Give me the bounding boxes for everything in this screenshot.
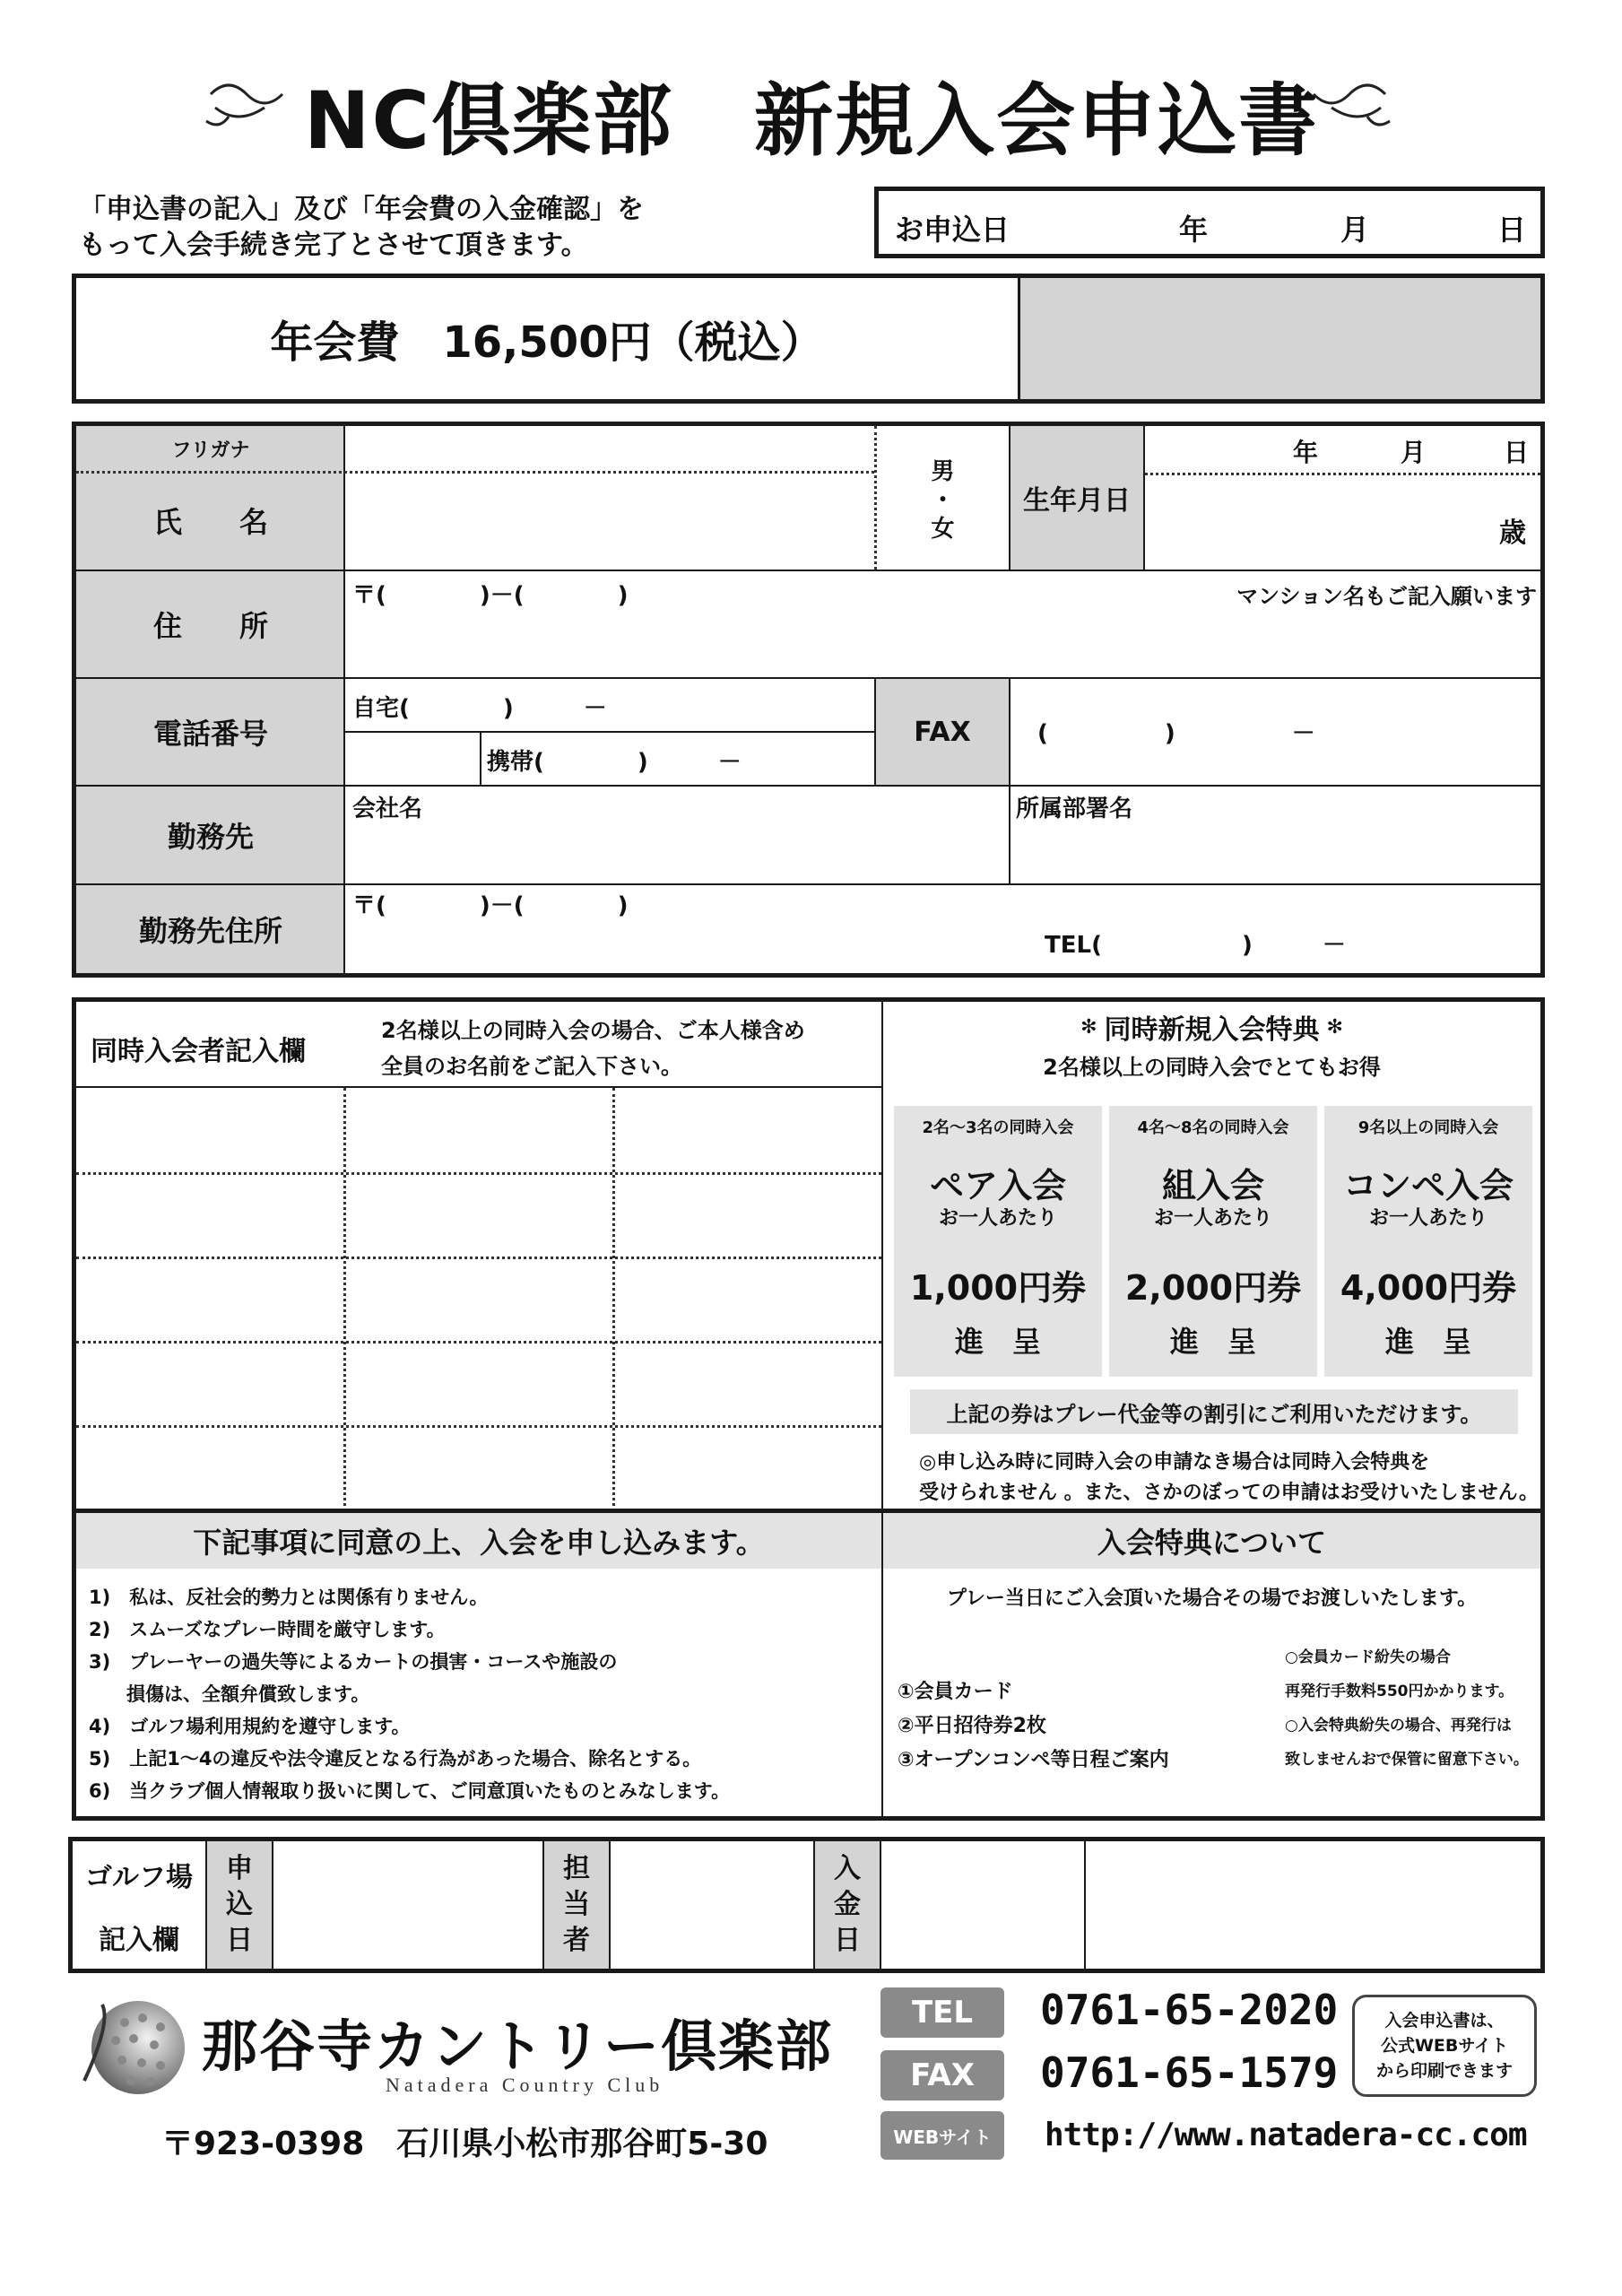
member-benefit-item-3: ③オープンコンペ等日程ご案内 (898, 1749, 1169, 1771)
sex-male[interactable]: 男 (931, 458, 955, 485)
office-label-1: ゴルフ場 (85, 1862, 193, 1893)
birthdate-label: 生年月日 (1010, 426, 1143, 570)
birth-day-label: 日 (1504, 438, 1530, 467)
birthdate-input[interactable] (1145, 426, 1540, 473)
name-label: 氏 名 (152, 505, 268, 539)
sex-dot: ・ (931, 487, 955, 514)
name-input[interactable] (345, 473, 874, 570)
club-name: 那谷寺カントリー倶楽部 (202, 2013, 834, 2079)
sparkle-left-icon: ✻ (1080, 1015, 1097, 1039)
benefits-caution-1: ◎申し込み時に同時入会の申請なき場合は同時入会特典を (919, 1451, 1430, 1474)
fax-badge: FAX (880, 2050, 1004, 2100)
applicant-form (72, 422, 1545, 978)
phone-label: 電話番号 (152, 717, 268, 751)
work-address-label: 勤務先住所 (138, 914, 282, 948)
fax-input[interactable] (1010, 679, 1540, 785)
plan-compe-range: 9名以上の同時入会 (1357, 1118, 1499, 1137)
golf-ball-logo-icon (75, 1996, 192, 2099)
furigana-label: フリガナ (171, 439, 250, 462)
furigana-input[interactable] (345, 426, 874, 471)
birth-month-label: 月 (1401, 438, 1427, 467)
work-address-input[interactable] (345, 885, 1540, 973)
ornament-left-icon (202, 76, 291, 139)
department-label: 所属部署名 (1016, 796, 1133, 822)
application-year-label: 年 (1179, 213, 1209, 247)
annual-fee-stamp-area (1018, 278, 1540, 399)
plan-group-range: 4名～8名の同時入会 (1137, 1118, 1289, 1137)
age-input[interactable] (1145, 474, 1540, 570)
company-label: 会社名 (352, 796, 423, 822)
agreement-title: 下記事項に同意の上、入会を申し込みます。 (76, 1513, 881, 1569)
home-phone-label: 自宅( ) － (352, 695, 607, 722)
office-use-box (68, 1837, 1545, 1973)
fax-label: FAX (876, 679, 1009, 785)
sparkle-right-icon: ✻ (1326, 1015, 1343, 1039)
agreement-item-2: 2) スムーズなプレー時間を厳守します。 (89, 1619, 446, 1640)
mansion-note: マンション名もご記入願います (1236, 584, 1537, 609)
member-benefit-item-2: ②平日招待券2枚 (898, 1715, 1046, 1737)
sex-selector[interactable] (877, 426, 1009, 570)
application-date-box[interactable] (874, 187, 1545, 258)
notice-line-2: もって入会手続き完了とさせて頂きます。 (79, 230, 588, 261)
companion-grid[interactable] (76, 1088, 881, 1511)
member-benefits-title: 入会特典について (883, 1513, 1540, 1569)
member-benefit-item-1: ①会員カード (898, 1681, 1013, 1703)
plan-compe-name: コンペ入会 (1342, 1166, 1514, 1205)
benefits-title: ✻ 同時新規入会特典 ✻ (1080, 1014, 1343, 1046)
companion-note-1: 2名様以上の同時入会の場合、ご本人様含め (381, 1018, 805, 1043)
agreement-item-3: 3) プレーヤーの過失等によるカートの損害・コースや施設の (89, 1651, 618, 1673)
plan-compe-give: 進 呈 (1384, 1325, 1471, 1359)
fax-value: ( ) － (1037, 720, 1315, 747)
office-stamp-area[interactable] (1086, 1841, 1540, 1969)
notice-line-1: 「申込書の記入」及び「年会費の入金確認」を (79, 194, 644, 225)
plan-group-name: 組入会 (1161, 1166, 1264, 1205)
page-title: NC倶楽部 新規入会申込書 (303, 74, 1320, 167)
agreement-item-5: 5) 上記1～4の違反や法令違反となる行為があった場合、除名とする。 (89, 1748, 702, 1770)
agreement-item-6: 6) 当クラブ個人情報取り扱いに関して、ご同意頂いたものとみなします。 (89, 1780, 731, 1802)
companion-note-2: 全員のお名前をご記入下さい。 (381, 1054, 682, 1079)
club-address: 〒923-0398 石川県小松市那谷町5-30 (161, 2126, 768, 2162)
apply-date-input[interactable] (273, 1841, 542, 1969)
address-input[interactable] (345, 571, 1540, 677)
annual-fee-text: 年会費 16,500円（税込） (270, 317, 824, 368)
benefits-caution-2: 受けられません 。また、さかのぼっての申請はお受けいたしません。 (919, 1482, 1539, 1504)
print-note-2: 公式WEBサイト (1380, 2036, 1509, 2056)
plan-group-value: 2,000円券 (1124, 1268, 1302, 1308)
mobile-phone-input[interactable] (481, 733, 874, 785)
agreement-item-4: 4) ゴルフ場利用規約を遵守します。 (89, 1716, 411, 1737)
member-benefit-note-4: 致しませんおで保管に留意下さい。 (1285, 1751, 1529, 1769)
plan-compe-value: 4,000円券 (1340, 1268, 1517, 1308)
plan-card-compe (1324, 1106, 1532, 1377)
plan-pair-name: ペア入会 (929, 1166, 1066, 1205)
sex-female[interactable]: 女 (931, 516, 955, 543)
website-link[interactable]: http://www.natadera-cc.com (1045, 2117, 1527, 2153)
companion-section (72, 997, 1545, 1516)
work-postal-field: 〒( )－( ) (352, 892, 629, 919)
workplace-label: 勤務先 (167, 820, 254, 854)
agreement-item-1: 1) 私は、反社会的勢力とは関係有りません。 (89, 1587, 489, 1608)
pay-date-input[interactable] (881, 1841, 1084, 1969)
application-day-label: 日 (1497, 213, 1527, 247)
print-note-3: から印刷できます (1375, 2061, 1513, 2081)
work-tel-field: TEL( ) － (1045, 932, 1346, 959)
mobile-phone-label: 携帯( ) － (487, 749, 742, 776)
pay-date-label: 入 金 日 (815, 1841, 880, 1969)
benefits-usage: 上記の券はプレー代金等の割引にご利用いただけます。 (910, 1389, 1518, 1434)
application-month-label: 月 (1340, 213, 1370, 247)
annual-fee-box (72, 274, 1545, 404)
home-phone-input[interactable] (345, 679, 874, 731)
agreement-item-3b: 損傷は、全額弁償致します。 (89, 1683, 370, 1705)
member-benefit-note-3: ○入会特典紛失の場合、再発行は (1285, 1717, 1512, 1735)
plan-pair-per: お一人あたり (938, 1207, 1057, 1230)
benefits-subtitle: 2名様以上の同時入会でとてもお得 (1043, 1054, 1381, 1080)
agreement-section (72, 1509, 1545, 1821)
birth-year-label: 年 (1293, 438, 1319, 467)
plan-pair-range: 2名～3名の同時入会 (922, 1118, 1074, 1137)
plan-group-give: 進 呈 (1169, 1325, 1256, 1359)
age-label: 歳 (1499, 517, 1526, 549)
companion-label: 同時入会者記入欄 (91, 1036, 306, 1067)
tel-badge: TEL (880, 1987, 1004, 2038)
print-note-1: 入会申込書は、 (1384, 2011, 1505, 2031)
postal-code-field: 〒( )－( ) (352, 582, 629, 609)
plan-compe-per: お一人あたり (1368, 1207, 1488, 1230)
plan-pair-give: 進 呈 (954, 1325, 1041, 1359)
tel-number[interactable]: 0761-65-2020 (1040, 1986, 1339, 2034)
company-input[interactable] (345, 787, 1009, 883)
apply-date-label: 申 込 日 (207, 1841, 272, 1969)
plan-card-pair (894, 1106, 1102, 1377)
member-benefit-note-1: ○会員カード紛失の場合 (1285, 1648, 1451, 1666)
staff-label: 担 当 者 (544, 1841, 609, 1969)
member-benefits-subtitle: プレー当日にご入会頂いた場合その場でお渡しいたします。 (946, 1587, 1478, 1610)
club-english-name: Natadera Country Club (386, 2074, 664, 2096)
application-date-label: お申込日 (895, 213, 1010, 247)
web-badge: WEBサイト (880, 2111, 1004, 2160)
print-note-box (1352, 1995, 1537, 2097)
plan-pair-value: 1,000円券 (909, 1268, 1087, 1308)
ornament-right-icon (1305, 76, 1394, 139)
plan-card-group (1109, 1106, 1317, 1377)
plan-group-per: お一人あたり (1153, 1207, 1272, 1230)
office-label-2: 記入欄 (99, 1925, 179, 1956)
address-label: 住 所 (152, 609, 268, 643)
member-benefit-note-2: 再発行手数料550円かかります。 (1285, 1683, 1514, 1700)
fax-number: 0761-65-1579 (1040, 2048, 1339, 2097)
department-input[interactable] (1010, 787, 1540, 883)
staff-input[interactable] (611, 1841, 813, 1969)
